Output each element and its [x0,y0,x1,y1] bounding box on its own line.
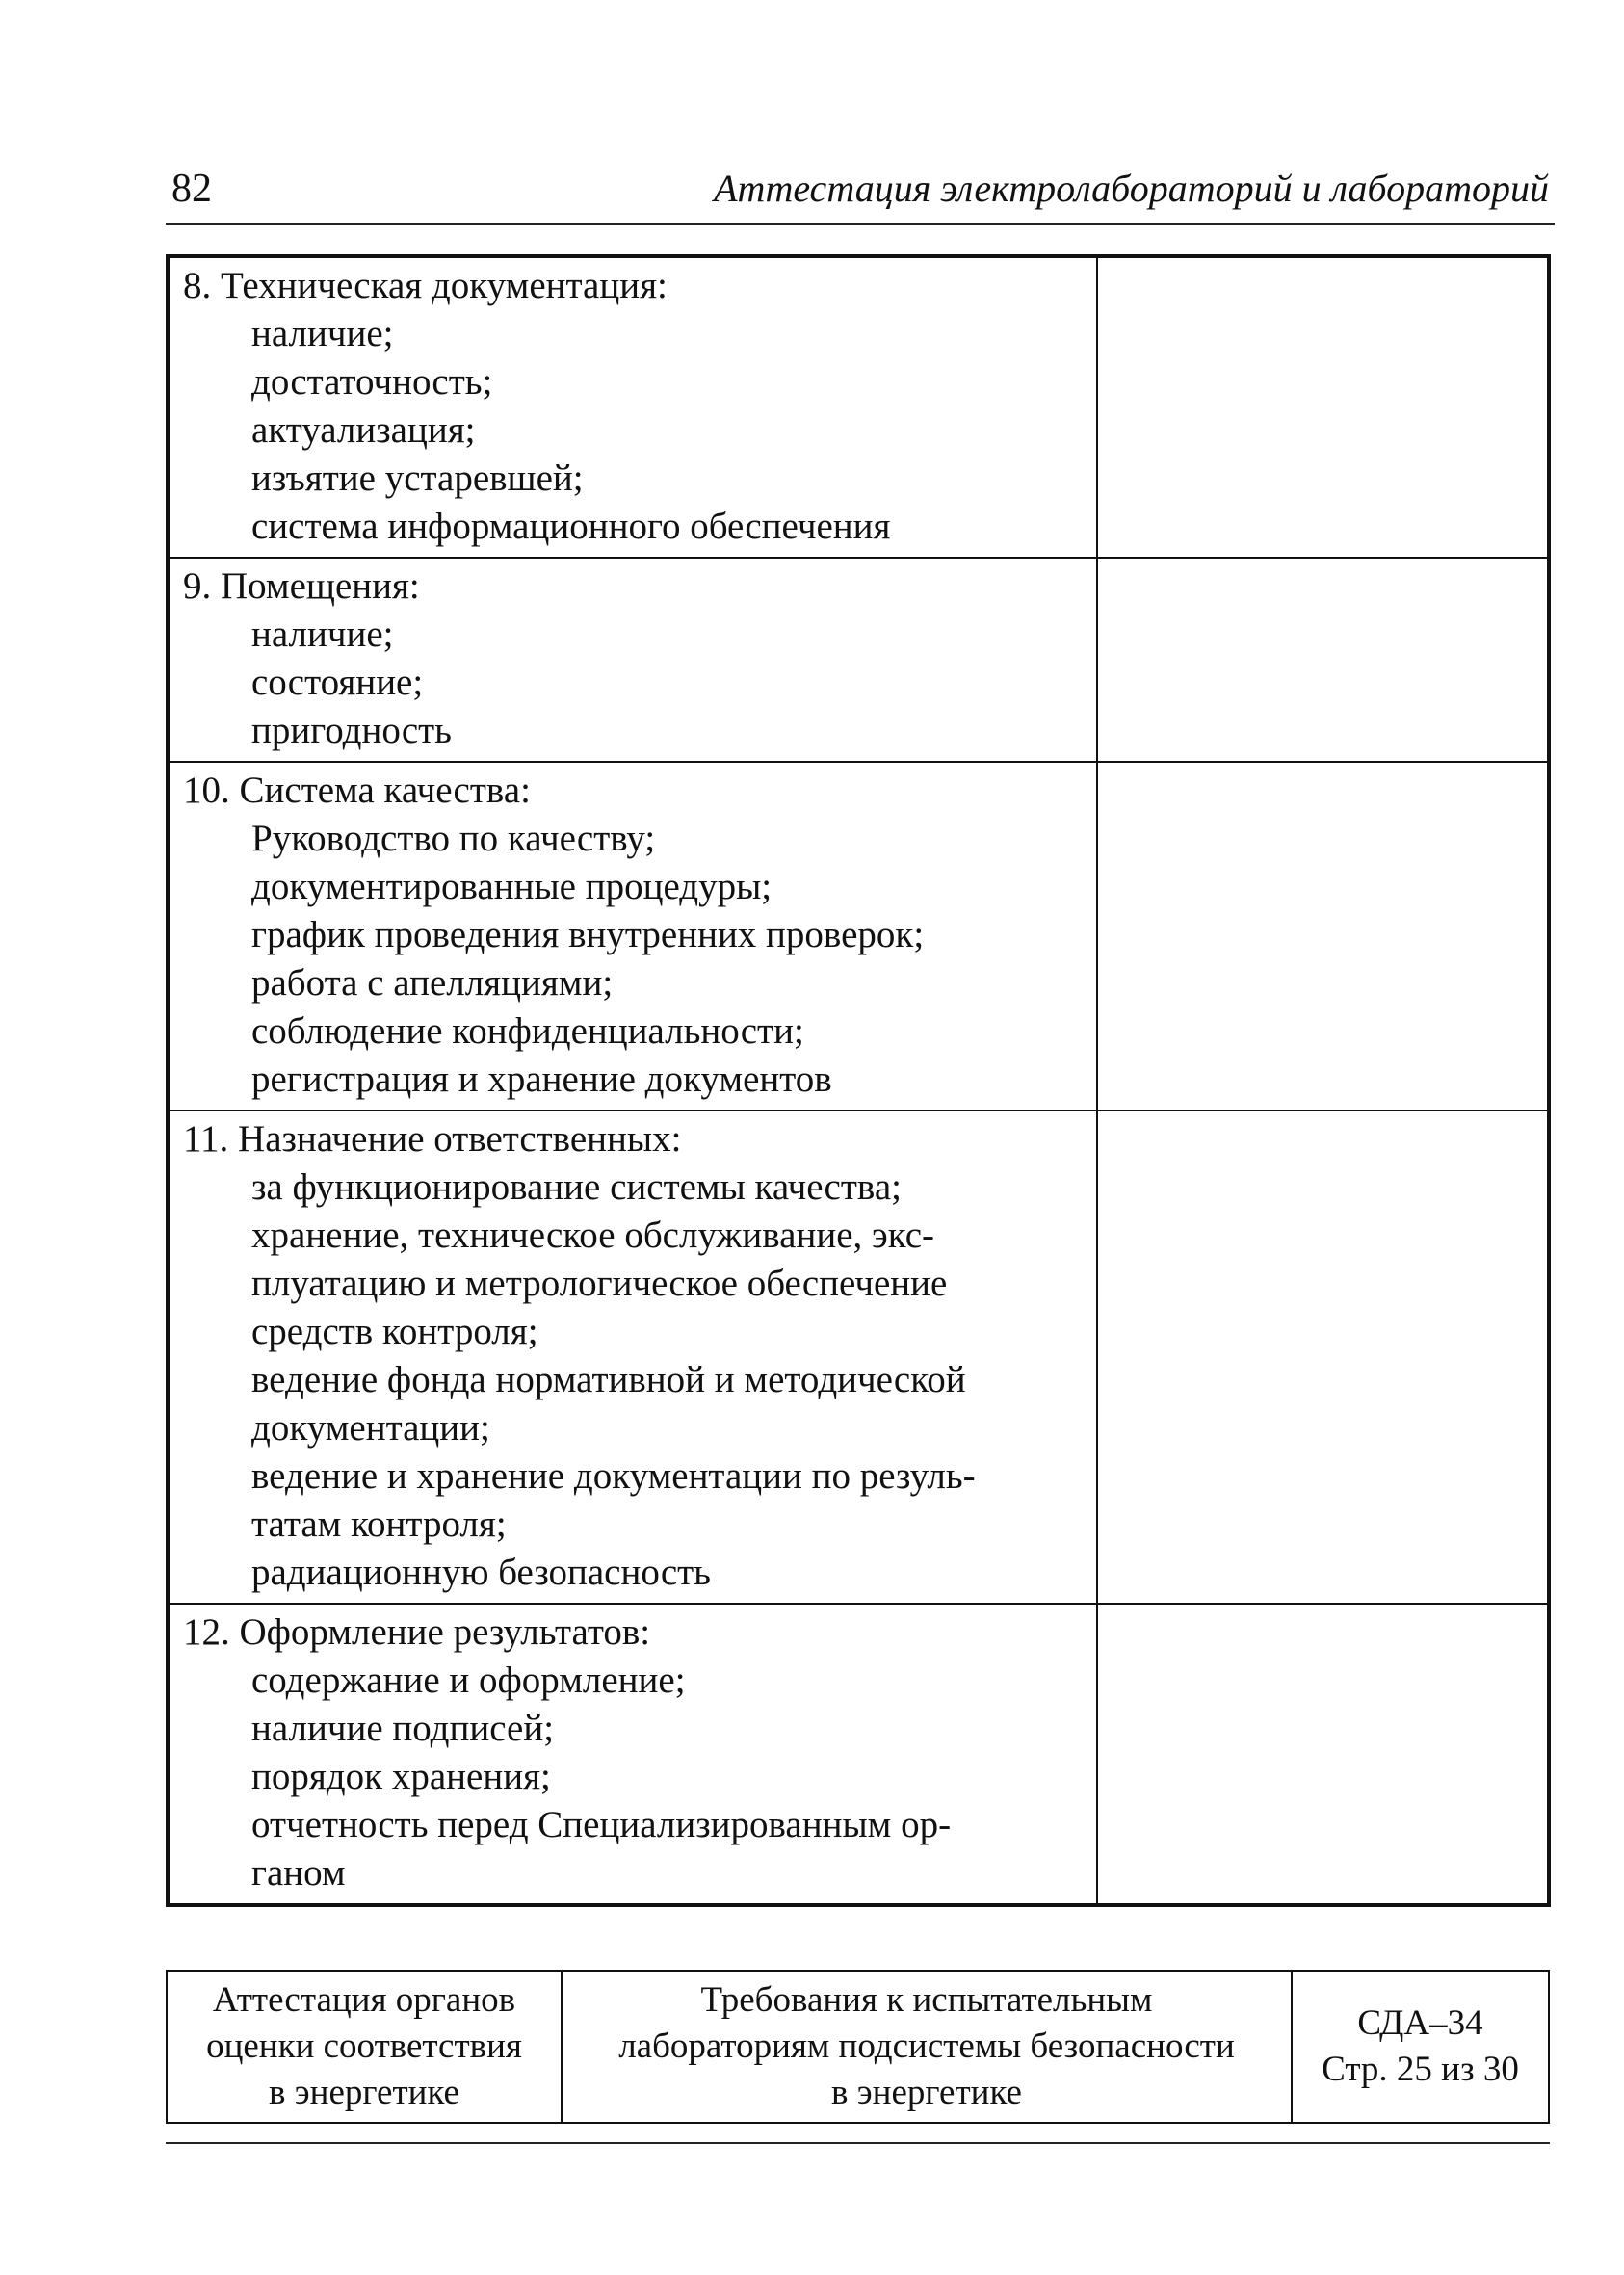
page-number: 82 [171,167,212,211]
criteria-cell [168,256,1097,558]
criteria-cell [168,1111,1097,1604]
section-item: татам контроля; [251,1504,507,1545]
criteria-cell [168,762,1097,1111]
assessment-cell [1097,762,1549,1111]
footer-left-line: оценки соответствия [206,2027,522,2066]
section-item: плуатацию и метрологическое обеспечение [251,1263,948,1304]
section-item: документированные процедуры; [251,866,773,907]
table-row [168,762,1549,1111]
section-item: ганом [251,1852,346,1894]
section-item: соблюдение конфиденциальности; [251,1010,804,1052]
section-item: система информационного обеспечения [251,506,891,547]
section-item: отчетность перед Специализированным ор- [251,1804,952,1845]
section-item: состояние; [251,662,424,703]
page-counter: Стр. 25 из 30 [1322,2050,1519,2089]
section-item: достаточность; [251,361,493,403]
assessment-cell [1097,558,1549,762]
section-title: 12. Оформление результатов: [183,1611,651,1653]
section-title: 11. Назначение ответственных: [183,1118,682,1160]
section-item: актуализация; [251,409,476,451]
criteria-cell [168,558,1097,762]
section-item: ведение и хранение документации по резуль- [251,1455,976,1497]
section-item: документации; [251,1407,490,1449]
footer-center-cell [562,1971,1292,2123]
footer-right-cell [1292,1971,1549,2123]
section-title: 8. Техническая документация: [183,265,668,306]
section-item: работа с апелляциями; [251,962,614,1004]
section-item: ведение фонда нормативной и методической [251,1359,966,1400]
criteria-table [166,254,1551,1907]
table-row [168,1604,1549,1905]
assessment-cell [1097,1604,1549,1905]
section-item: содержание и оформление; [251,1660,686,1701]
page-header [166,160,1555,225]
section-item: Руководство по качеству; [251,818,656,859]
section-title: 10. Система качества: [183,770,531,811]
section-item: радиационную безопасность [251,1552,711,1593]
assessment-cell [1097,256,1549,558]
section-item: регистрация и хранение документов [251,1059,832,1100]
section-item: хранение, техническое обслуживание, экс- [251,1215,935,1256]
running-title: Аттестация электролабораторий и лабораторий [714,167,1549,210]
section-item: наличие; [251,614,394,655]
section-item: изъятие устаревшей; [251,458,584,499]
document-code: СДА–34 [1357,2003,1483,2043]
table-row [168,1111,1549,1604]
footer-left-line: Аттестация органов [212,1980,516,2020]
table-row [168,558,1549,762]
footer-left-cell [167,1971,562,2123]
footer-center-line: Требования к испытательным [700,1980,1153,2020]
section-item: средств контроля; [251,1311,538,1352]
footer-center-line: в энергетике [831,2073,1022,2112]
table-row [167,1971,1549,2123]
footer-rule [166,2142,1550,2144]
criteria-cell [168,1604,1097,1905]
section-item: порядок хранения; [251,1756,551,1797]
section-item: график проведения внутренних проверок; [251,914,925,955]
footer-center-line: лабораториям подсистемы безопасности [618,2027,1235,2066]
section-item: пригодность [251,710,452,751]
section-item: за функционирование системы качества; [251,1166,902,1208]
section-item: наличие; [251,313,394,354]
section-title: 9. Помещения: [183,565,420,607]
table-row [168,256,1549,558]
section-item: наличие подписей; [251,1708,555,1749]
footer-table [166,1970,1550,2124]
footer-left-line: в энергетике [269,2073,459,2112]
assessment-cell [1097,1111,1549,1604]
